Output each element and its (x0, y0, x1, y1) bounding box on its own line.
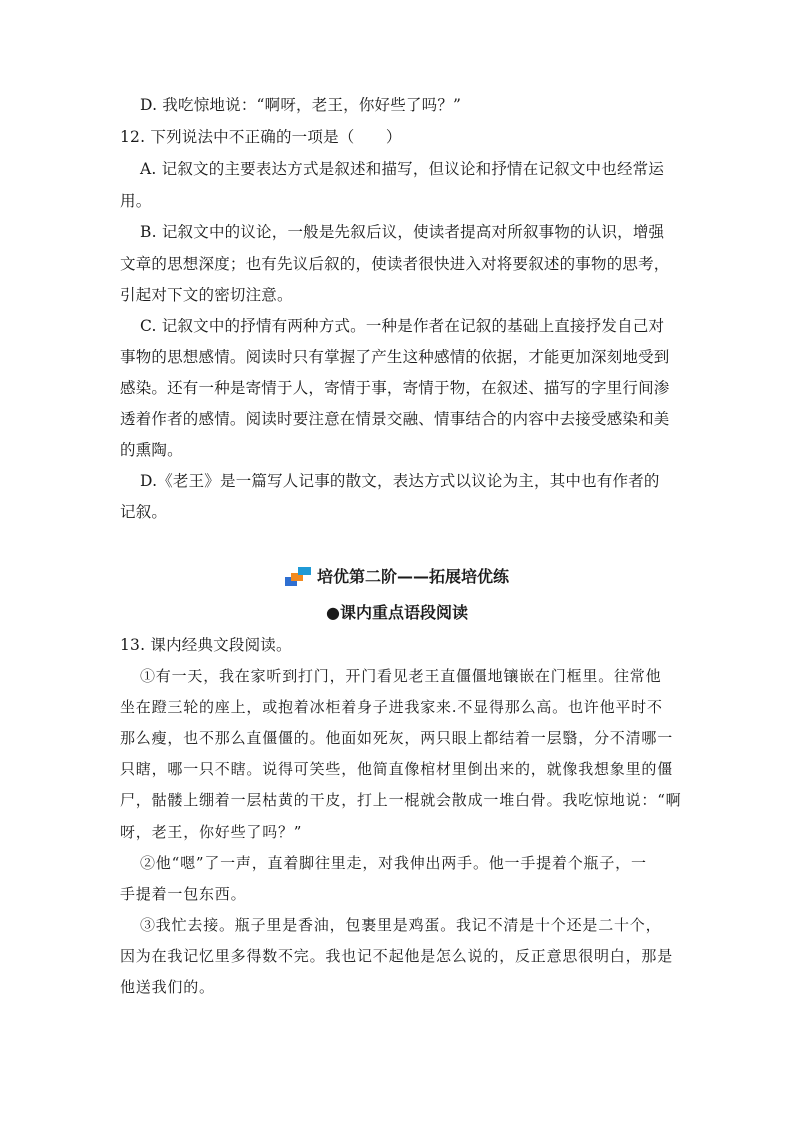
option-c-line-4: 透着作者的感情。阅读时要注意在情景交融、情事结合的内容中去接受感染和美 (120, 410, 670, 428)
option-c-line-5: 的熏陶。 (120, 441, 183, 459)
option-d-line-1: D.《老王》是一篇写人记事的散文，表达方式以议论为主，其中也有作者的 (140, 472, 660, 490)
section-title-text: 培优第二阶——拓展培优练 (316, 567, 509, 586)
passage-line-10: 因为在我记忆里多得数不完。我也记不起他是怎么说的，反正意思很明白，那是 (120, 947, 674, 965)
option-c-line-2: 事物的思想感情。阅读时只有掌握了产生这种感情的依据，才能更加深刻地受到 (120, 348, 670, 366)
section-title (0, 566, 794, 593)
option-b-line-1: B. 记叙文中的议论，一般是先叙后议，使读者提高对所叙事物的认识，增强 (140, 223, 665, 241)
passage-line-5: 尸，骷髅上绷着一层枯黄的干皮，打上一棍就会散成一堆白骨。我吃惊地说：“啊 (120, 791, 682, 809)
option-c-line-1: C. 记叙文中的抒情有两种方式。一种是作者在记叙的基础上直接抒发自己对 (140, 317, 665, 335)
option-c-line-3: 感染。还有一种是寄情于人，寄情于事，寄情于物，在叙述、描写的字里行间渗 (120, 379, 670, 397)
passage-line-8: 手提着一包东西。 (120, 885, 247, 903)
question-12: 12. 下列说法中不正确的一项是（ ） (120, 128, 402, 146)
option-a-line-2: 用。 (120, 192, 152, 210)
option-d-q11: D. 我吃惊地说：“啊呀，老王，你好些了吗？” (140, 96, 462, 114)
section-subtitle: ●课内重点语段阅读 (326, 603, 468, 622)
question-13: 13. 课内经典文段阅读。 (120, 636, 292, 654)
passage-line-9: ③我忙去接。瓶子里是香油，包裹里是鸡蛋。我记不清是十个还是二十个， (140, 916, 662, 934)
option-b-line-3: 引起对下文的密切注意。 (120, 286, 293, 304)
passage-line-3: 那么瘦，也不那么直僵僵的。他面如死灰，两只眼上都结着一层翳，分不清哪一 (120, 729, 674, 747)
option-b-line-2: 文章的思想深度；也有先议后叙的，使读者很快进入对将要叙述的事物的思考， (120, 255, 670, 273)
passage-line-1: ①有一天，我在家听到打门，开门看见老王直僵僵地镶嵌在门框里。往常他 (140, 667, 662, 685)
option-d-line-2: 记叙。 (120, 503, 168, 521)
passage-line-6: 呀，老王，你好些了吗？” (120, 823, 303, 841)
passage-line-2: 坐在蹬三轮的座上，或抱着冰柜着身子进我家来.不显得那么高。也许他平时不 (120, 698, 663, 716)
blocks-logo-icon (285, 567, 311, 587)
passage-line-11: 他送我们的。 (120, 978, 215, 996)
passage-line-4: 只瞎，哪一只不瞎。说得可笑些，他简直像棺材里倒出来的，就像我想象里的僵 (120, 760, 674, 778)
option-a-line-1: A. 记叙文的主要表达方式是叙述和描写，但议论和抒情在记叙文中也经常运 (140, 160, 665, 178)
passage-line-7: ②他“嗯”了一声，直着脚往里走，对我伸出两手。他一手提着个瓶子，一 (140, 854, 647, 872)
